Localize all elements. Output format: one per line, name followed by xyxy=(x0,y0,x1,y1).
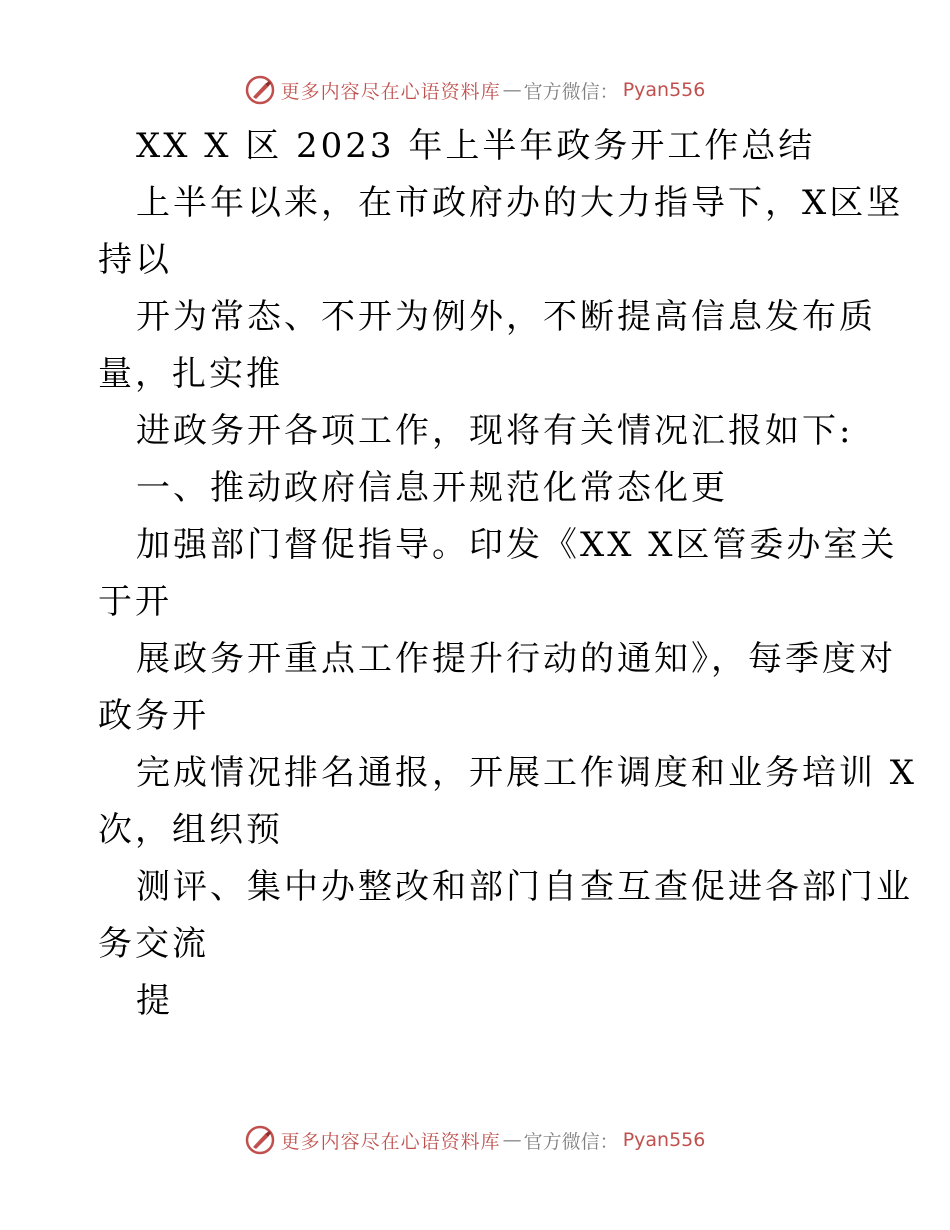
document-title: XX X 区 2023 年上半年政务开工作总结 xyxy=(136,126,816,166)
watermark-footer xyxy=(0,1120,950,1160)
watermark-text: 更多内容尽在心语资料库 xyxy=(280,80,501,103)
watermark-separator: — xyxy=(502,79,522,101)
paragraph-line: 次，组织预 xyxy=(98,810,283,850)
watermark-label: 官方微信： xyxy=(523,80,619,103)
watermark-header xyxy=(0,70,950,110)
paragraph-line: 完成情况排名通报，开展工作调度和业务培训 X xyxy=(136,753,918,793)
paragraph-line: 量，扎实推 xyxy=(98,354,283,394)
pen-logo-icon xyxy=(245,1125,275,1155)
watermark-id: Pyan556 xyxy=(622,1129,706,1151)
paragraph-line: 上半年以来，在市政府办的大力指导下，X区坚 xyxy=(136,183,904,223)
watermark-text: 更多内容尽在心语资料库 xyxy=(280,1130,501,1153)
watermark-separator: — xyxy=(502,1129,522,1151)
paragraph-line: 提 xyxy=(136,981,173,1021)
paragraph-line: 于开 xyxy=(98,582,172,622)
paragraph-line: 进政务开各项工作，现将有关情况汇报如下: xyxy=(136,411,854,451)
watermark-label: 官方微信： xyxy=(523,1130,619,1153)
paragraph-line: 务交流 xyxy=(98,924,209,964)
paragraph-line: 测评、集中办整改和部门自查互查促进各部门业 xyxy=(136,867,913,907)
document-body xyxy=(98,118,918,1030)
pen-logo-icon xyxy=(245,75,275,105)
section-heading: 一、推动政府信息开规范化常态化更 xyxy=(136,468,728,508)
paragraph-line: 加强部门督促指导。印发《XX X区管委办室关 xyxy=(136,525,898,565)
paragraph-line: 展政务开重点工作提升行动的通知》，每季度对 xyxy=(136,639,896,679)
paragraph-line: 持以 xyxy=(98,240,172,280)
paragraph-line: 开为常态、不开为例外，不断提高信息发布质 xyxy=(136,297,876,337)
paragraph-line: 政务开 xyxy=(98,696,209,736)
watermark-id: Pyan556 xyxy=(622,79,706,101)
